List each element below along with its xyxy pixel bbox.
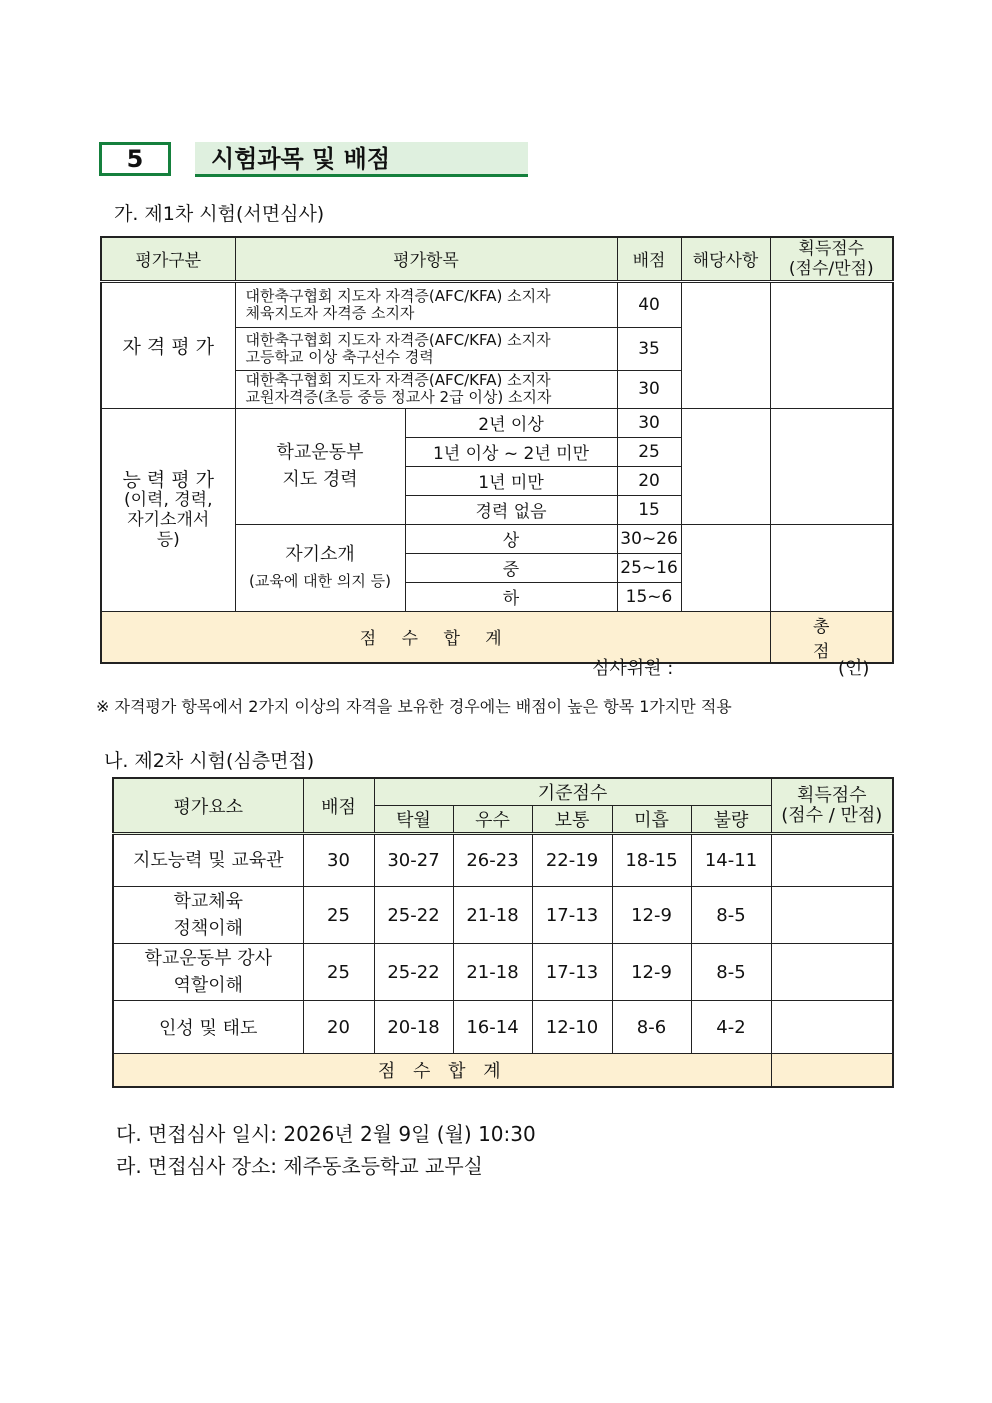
coaching-option: 2년 이상: [405, 408, 617, 437]
first-exam-table: [100, 236, 894, 664]
qualification-item-line1: 대한축구협회 지도자 자격증(AFC/KFA) 소지자: [245, 371, 551, 389]
grade-score: 8-5: [691, 944, 771, 1001]
coaching-points: 20: [617, 466, 681, 495]
header-points: 배점: [617, 237, 681, 281]
coaching-points: 15: [617, 495, 681, 524]
header-category: 평가구분: [101, 237, 235, 281]
element-points: 25: [303, 887, 374, 944]
interview-place: 라. 면접심사 장소: 제주동초등학교 교무실: [116, 1154, 483, 1178]
interview-date: 다. 면접심사 일시: 2026년 2월 9일 (월) 10:30: [116, 1122, 536, 1146]
grade-score: 21-18: [453, 944, 532, 1001]
intro-option: 하: [405, 582, 617, 611]
grade-header: 보통: [532, 806, 612, 834]
element-line2: 역할이해: [173, 975, 244, 996]
total-label: 점 수 합 계: [101, 611, 770, 663]
intro-applicable-cell[interactable]: [681, 524, 770, 611]
ability-label: 능 력 평 가: [122, 468, 215, 491]
section-number: 5: [99, 142, 171, 176]
element-label: [113, 944, 303, 1001]
ability-sub1: (이력, 경력,: [123, 489, 213, 510]
grade-score: 21-18: [453, 887, 532, 944]
header-score-line2: (점수/만점): [788, 258, 874, 279]
coaching-line2: 지도 경력: [282, 469, 358, 490]
grade-score: 20-18: [374, 1001, 453, 1054]
element-line1: 학교체육: [173, 891, 244, 912]
coaching-applicable-cell[interactable]: [681, 408, 770, 524]
header-score-line2: (점수 / 만점): [781, 804, 883, 826]
grade-score: 8-6: [612, 1001, 691, 1054]
seal-label: (인): [838, 658, 870, 679]
qualification-item-line1: 대한축구협회 지도자 자격증(AFC/KFA) 소지자: [245, 286, 551, 305]
first-exam-heading: 가. 제1차 시험(서면심사): [114, 203, 325, 225]
qualification-item: [235, 370, 617, 408]
header-item: 평가항목: [235, 237, 617, 281]
obtained-score-cell[interactable]: [771, 887, 893, 944]
intro-option: 중: [405, 553, 617, 582]
second-exam-table: [112, 777, 894, 1088]
grade-score: 18-15: [612, 834, 691, 887]
grade-score: 17-13: [532, 887, 612, 944]
element-label: [113, 1001, 303, 1054]
qualification-item-line2: 교원자격증(초등 중등 정교사 2급 이상) 소지자: [245, 388, 552, 406]
coaching-option: 경력 없음: [405, 495, 617, 524]
grade-score: 30-27: [374, 834, 453, 887]
element-points: 25: [303, 944, 374, 1001]
element-line1: 인성 및 태도: [159, 1018, 258, 1039]
element-line2: 정책이해: [173, 918, 244, 939]
grade-score: 12-10: [532, 1001, 612, 1054]
intro-score-cell[interactable]: [770, 524, 893, 611]
header-element: 평가요소: [113, 778, 303, 834]
qualification-item-line1: 대한축구협회 지도자 자격증(AFC/KFA) 소지자: [245, 330, 551, 349]
grade-score: 25-22: [374, 944, 453, 1001]
grade-score: 14-11: [691, 834, 771, 887]
header-applicable: 해당사항: [681, 237, 770, 281]
grade-header: 미흡: [612, 806, 691, 834]
qualification-points: 30: [617, 370, 681, 408]
grade-score: 4-2: [691, 1001, 771, 1054]
intro-points: 25~16: [617, 553, 681, 582]
total-label: 점 수 합 계: [113, 1054, 771, 1087]
grade-score: 17-13: [532, 944, 612, 1001]
obtained-score-cell[interactable]: [771, 944, 893, 1001]
qualification-note: ※ 자격평가 항목에서 2가지 이상의 자격을 보유한 경우에는 배점이 높은 항목 1가지만 적용: [96, 697, 732, 716]
grade-score: 22-19: [532, 834, 612, 887]
coaching-label-cell: [235, 408, 405, 524]
intro-label-cell: [235, 524, 405, 611]
grade-header: 불량: [691, 806, 771, 834]
element-points: 30: [303, 834, 374, 887]
coaching-score-cell[interactable]: [770, 408, 893, 524]
grade-score: 8-5: [691, 887, 771, 944]
qualification-points: 40: [617, 281, 681, 327]
header-criteria: 기준점수: [374, 778, 771, 806]
qualification-item-line2: 고등학교 이상 축구선수 경력: [245, 347, 434, 366]
qualification-label: 자 격 평 가: [101, 281, 235, 408]
grand-total-label: 총 점: [770, 611, 893, 663]
element-label: [113, 887, 303, 944]
grade-score: 25-22: [374, 887, 453, 944]
grade-header: 우수: [453, 806, 532, 834]
element-line1: 지도능력 및 교육관: [132, 849, 284, 871]
qualification-applicable-cell[interactable]: [681, 281, 770, 408]
examiner-label: 심사위원 :: [592, 658, 674, 679]
header-score: [771, 778, 893, 834]
intro-option: 상: [405, 524, 617, 553]
coaching-line1: 학교운동부: [276, 442, 364, 463]
intro-points: 30~26: [617, 524, 681, 553]
element-line1: 학교운동부 강사: [144, 948, 272, 969]
intro-points: 15~6: [617, 582, 681, 611]
grade-score: 12-9: [612, 944, 691, 1001]
qualification-points: 35: [617, 327, 681, 370]
header-points: 배점: [303, 778, 374, 834]
element-label: [113, 834, 303, 887]
qualification-item: [235, 327, 617, 370]
coaching-points: 25: [617, 437, 681, 466]
grade-score: 12-9: [612, 887, 691, 944]
element-points: 20: [303, 1001, 374, 1054]
qualification-item: [235, 281, 617, 327]
total-score-cell[interactable]: [771, 1054, 893, 1087]
header-score-line1: 획득점수: [798, 238, 865, 259]
intro-line1: 자기소개: [285, 543, 355, 565]
header-score: [770, 237, 893, 281]
ability-sub2: 자기소개서: [127, 509, 210, 530]
ability-label-cell: [101, 408, 235, 611]
coaching-option: 1년 이상 ~ 2년 미만: [405, 437, 617, 466]
coaching-points: 30: [617, 408, 681, 437]
grade-score: 16-14: [453, 1001, 532, 1054]
qualification-item-line2: 체육지도자 자격증 소지자: [245, 303, 415, 322]
obtained-score-cell[interactable]: [771, 1001, 893, 1054]
intro-line2: (교육에 대한 의지 등): [249, 571, 391, 590]
grade-score: 26-23: [453, 834, 532, 887]
header-score-line1: 획득점수: [796, 784, 867, 806]
qualification-score-cell[interactable]: [770, 281, 893, 408]
grade-header: 탁월: [374, 806, 453, 834]
coaching-option: 1년 미만: [405, 466, 617, 495]
ability-sub3: 등): [156, 529, 180, 550]
obtained-score-cell[interactable]: [771, 834, 893, 887]
second-exam-heading: 나. 제2차 시험(심층면접): [104, 750, 315, 772]
section-title: 시험과목 및 배점: [195, 142, 528, 177]
